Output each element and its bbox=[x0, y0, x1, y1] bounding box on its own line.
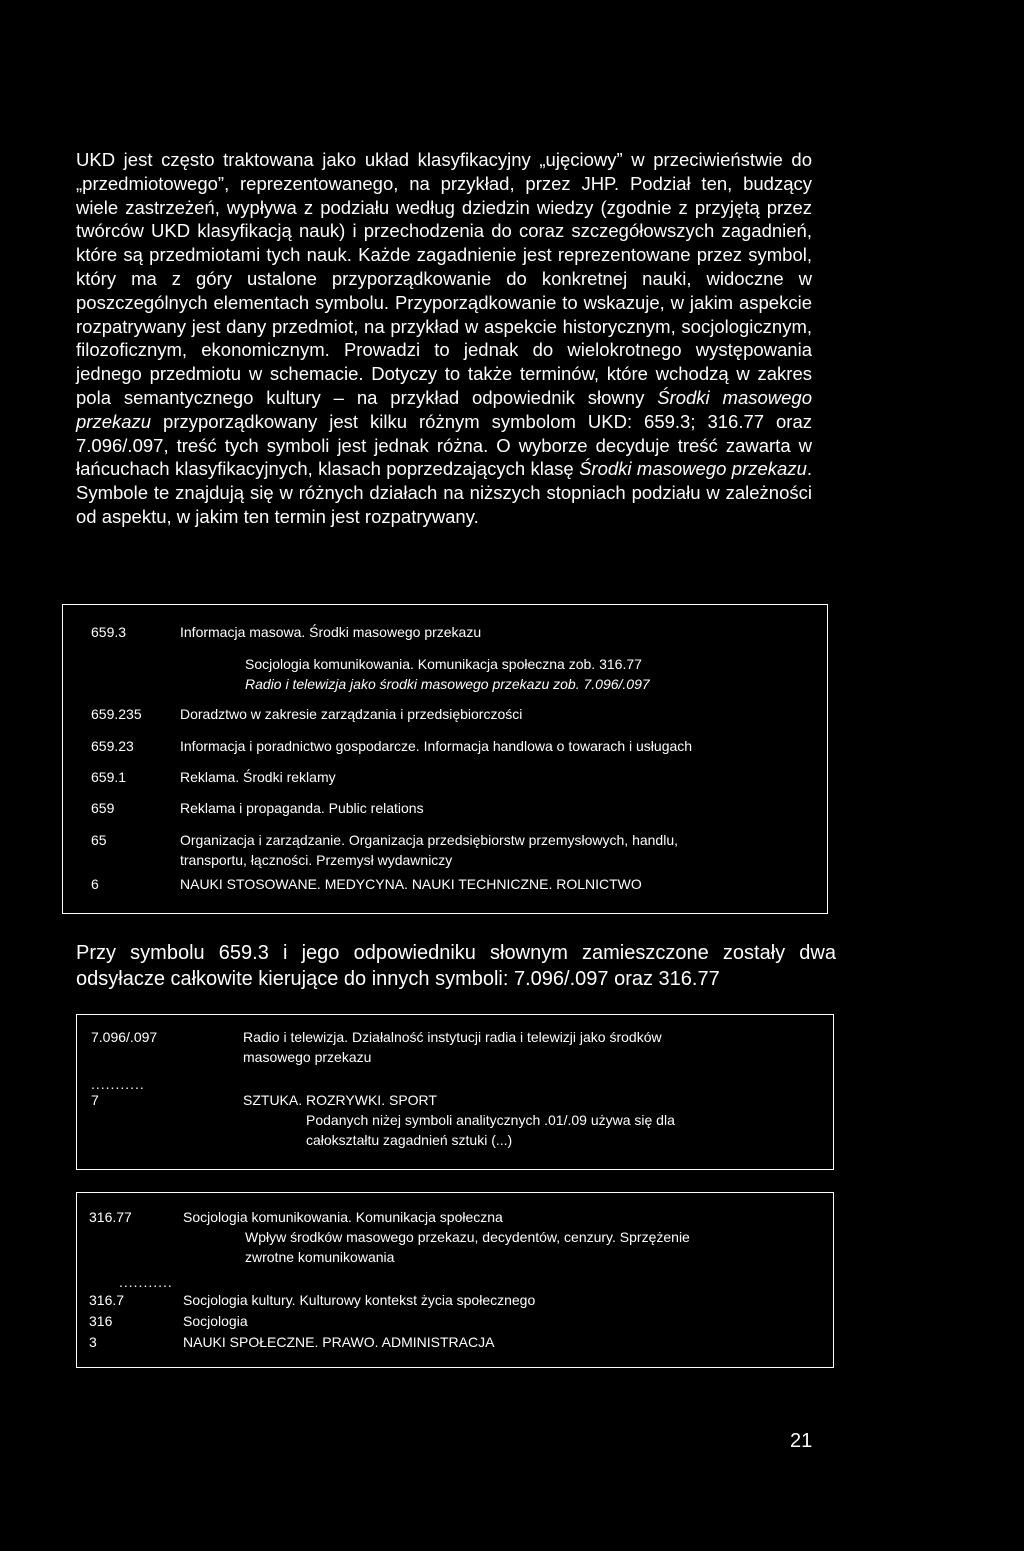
desc-65-a: Organizacja i zarządzanie. Organizacja przedsiębiorstw przemysłowych, handlu, bbox=[180, 832, 679, 848]
desc-659-235: Doradztwo w zakresie zarządzania i przedsiębiorczości bbox=[180, 706, 523, 722]
code-659-3: 659.3 bbox=[91, 624, 127, 640]
classification-box-316 bbox=[76, 1192, 834, 1368]
desc-7-096-b: masowego przekazu bbox=[243, 1049, 372, 1065]
para1-italic-1: Środki masowego przekazu bbox=[76, 386, 812, 432]
code-316-7: 316.7 bbox=[89, 1292, 125, 1308]
classification-box-659 bbox=[62, 604, 828, 914]
paragraph-references: Przy symbolu 659.3 i jego odpowiedniku słownym zamieszczone zostały dwa odsyłacze całkowite kierujące do innych symboli: 7.096/.097 oraz 316.77 bbox=[76, 942, 836, 990]
sub-659-3-a: Socjologia komunikowania. Komunikacja społeczna zob. 316.77 bbox=[245, 656, 642, 672]
desc-316-7: Socjologia kultury. Kulturowy kontekst życia społecznego bbox=[183, 1292, 536, 1308]
sub-7-b: całokształtu zagadnień sztuki (...) bbox=[306, 1132, 513, 1148]
desc-3: NAUKI SPOŁECZNE. PRAWO. ADMINISTRACJA bbox=[183, 1334, 495, 1350]
code-7-096: 7.096/.097 bbox=[91, 1029, 158, 1045]
code-659-23: 659.23 bbox=[91, 738, 134, 754]
para1-text-1: UKD jest często traktowana jako układ klasyfikacyjny „ujęciowy” w przeciwieństwie do „przedmiotowego”, reprezentowanego, na przykład, przez JHP. Podział ten, budzący wiele zastrzeżeń, wypływa z podziału według dziedzin wiedzy (zgodnie z przyjętą przez twórców UKD klasyfikacją nauk) i przechodzenia do coraz szczegółowszych zagadnień, które są przedmiotami tych nauk. Każde zagadnienie jest reprezentowane przez symbol, który ma z góry ustalone przyporządkowanie do konkretnej nauki, widoczne w poszczególnych elementach symbolu. Przyporządkowanie to wskazuje, w jakim aspekcie rozpatrywany jest dany przedmiot, na przykład w aspekcie historycznym, socjologicznym, filozoficznym, ekonomicznym. Prowadzi to jednak do wielokrotnego występowania jednego przedmiotu w schemacie. Dotyczy to także terminów, które wchodzą w zakres pola semantycznego kultury – na przykład odpowiednik słowny bbox=[76, 149, 812, 408]
desc-65-b: transportu, łączności. Przemysł wydawniczy bbox=[180, 852, 453, 868]
sub-316-77-a: Wpływ środków masowego przekazu, decydentów, cenzury. Sprzężenie bbox=[245, 1229, 690, 1245]
page-number: 21 bbox=[790, 1430, 813, 1452]
code-316-77: 316.77 bbox=[89, 1209, 132, 1225]
code-659-1: 659.1 bbox=[91, 769, 127, 785]
desc-659-23: Informacja i poradnictwo gospodarcze. Informacja handlowa o towarach i usługach bbox=[180, 738, 693, 754]
desc-6: NAUKI STOSOWANE. MEDYCYNA. NAUKI TECHNICZNE. ROLNICTWO bbox=[180, 876, 642, 892]
code-659: 659 bbox=[91, 800, 115, 816]
ellipsis-dots: ........... bbox=[119, 1274, 173, 1290]
code-316: 316 bbox=[89, 1313, 113, 1329]
code-7: 7 bbox=[91, 1092, 99, 1108]
code-3: 3 bbox=[89, 1334, 97, 1350]
para1-italic-2: Środki masowego przekazu bbox=[579, 458, 807, 480]
desc-316: Socjologia bbox=[183, 1313, 248, 1329]
desc-659-1: Reklama. Środki reklamy bbox=[180, 769, 336, 785]
sub-659-3-b: Radio i telewizja jako środki masowego przekazu zob. 7.096/.097 bbox=[245, 676, 650, 692]
code-6: 6 bbox=[91, 876, 99, 892]
ellipsis-dots: ........... bbox=[91, 1076, 145, 1092]
sub-316-77-b: zwrotne komunikowania bbox=[245, 1249, 395, 1265]
para1-text-2: przyporządkowany jest kilku różnym symbolom UKD: 659.3; 316.77 oraz 7.096/.097, treść tych symboli jest jednak różna. O wyborze decyduje treść zawarta w łańcuchach klasyfikacyjnych, klasach poprzedzających klasę bbox=[76, 410, 812, 480]
desc-7-096-a: Radio i telewizja. Działalność instytucji radia i telewizji jako środków bbox=[243, 1029, 662, 1045]
desc-659: Reklama i propaganda. Public relations bbox=[180, 800, 424, 816]
paragraph-intro bbox=[76, 148, 812, 529]
desc-659-3: Informacja masowa. Środki masowego przekazu bbox=[180, 624, 482, 640]
desc-316-77: Socjologia komunikowania. Komunikacja społeczna bbox=[183, 1209, 503, 1225]
classification-box-7 bbox=[76, 1014, 834, 1170]
sub-7-a: Podanych niżej symboli analitycznych .01/.09 używa się dla bbox=[306, 1112, 675, 1128]
desc-7: SZTUKA. ROZRYWKI. SPORT bbox=[243, 1092, 437, 1108]
code-659-235: 659.235 bbox=[91, 706, 142, 722]
code-65: 65 bbox=[91, 832, 107, 848]
para1-text-3: . Symbole te znajdują się w różnych działach na niższych stopniach podziału w zależności od aspektu, w jakim ten termin jest rozpatrywany. bbox=[76, 458, 812, 527]
